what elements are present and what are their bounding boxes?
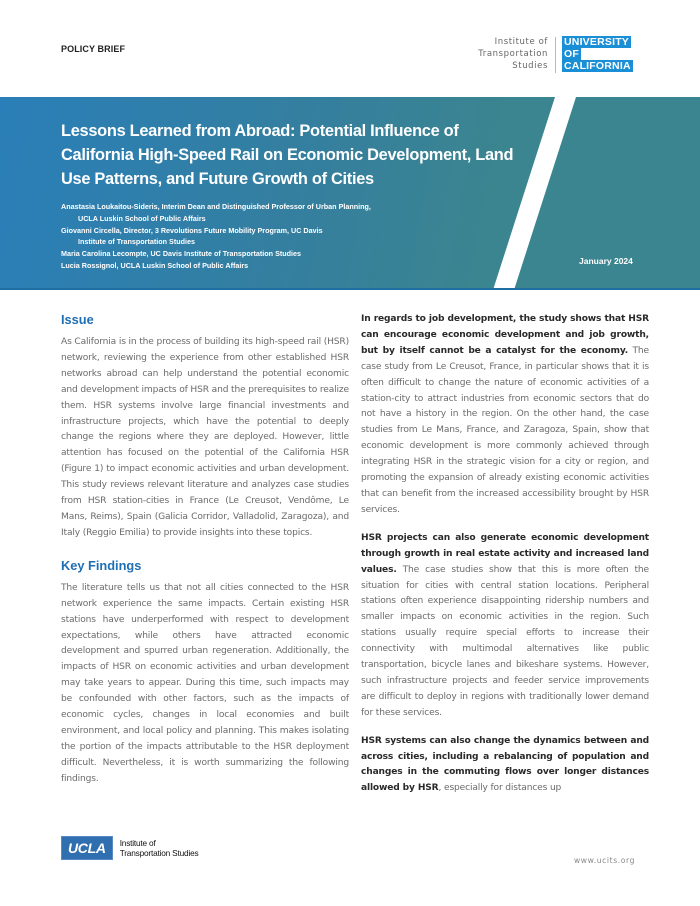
finding-body: The case study from Le Creusot, France, in particular shows that it is often difficult to change the nature of economic activities of a station-city to attract industries from economic sectors that do not have a history in the region. On the other hand, the case studies from Le Mans, France, and Zaragoza, Spain, show that economic development is more commonly achieved through integrating HSR in the strategic vision for a city or region, and promoting the expansion of already existing economic activities that can benefit from the increased accessibility brought by HSR services.: [361, 345, 649, 515]
university-of-california-logo: [562, 36, 633, 72]
its-logo-line: Transportation: [478, 49, 548, 59]
finding-paragraph: [361, 312, 649, 519]
author-entry: [61, 225, 461, 249]
left-column: [61, 312, 349, 788]
key-findings-heading: Key Findings: [61, 557, 142, 573]
hero-banner: [0, 97, 700, 290]
finding-body: The case studies show that this is more often the situation for cities with central station locations. Peripheral stations often experience disappointing ridership numbers and smaller impacts on economic activities in the region. Such stations usually require special efforts to increase their connectivity with multimodal alternatives like public transportation, bicycle lanes and bikeshare systems. However, such infrastructure projects and feeder service improvements are difficult to deploy in regions with traditionally lower demand for these services.: [361, 564, 649, 718]
uc-logo-line: UNIVERSITY: [564, 36, 630, 48]
finding-paragraph: [361, 734, 649, 798]
ucla-its-line: Institute of: [119, 838, 156, 848]
logo-divider: [555, 37, 556, 73]
author-name-line: Giovanni Circella, Director, 3 Revolutions Future Mobility Program, UC Davis: [61, 225, 323, 235]
uc-logo-line: OF: [564, 48, 579, 60]
ucla-its-line: Transportation Studies: [119, 848, 199, 858]
issue-heading: Issue: [61, 312, 94, 327]
finding-body: , especially for distances up: [438, 783, 562, 794]
publication-date: January 2024: [579, 256, 633, 266]
document-type-label: POLICY BRIEF: [61, 44, 126, 54]
its-logo-text: [460, 36, 548, 72]
right-column: [361, 312, 649, 797]
its-logo-line: Institute of: [494, 37, 548, 47]
finding-lead: HSR projects can also generate economic development through growth in real estate activity and increased land values.: [361, 532, 649, 575]
authors-list: [61, 201, 461, 272]
author-name-line: Maria Carolina Lecompte, UC Davis Institute of Transportation Studies: [61, 249, 302, 259]
author-affiliation-line: Institute of Transportation Studies: [78, 237, 195, 247]
ucla-wordmark: UCLA: [61, 836, 113, 860]
author-entry: [61, 201, 461, 225]
author-entry: [61, 248, 461, 260]
author-name-line: Anastasia Loukaitou-Sideris, Interim Dean and Distinguished Professor of Urban Planning,: [61, 202, 371, 211]
author-name-line: Lucia Rossignol, UCLA Luskin School of Public Affairs: [61, 260, 249, 270]
ucla-its-logo: [61, 836, 198, 860]
its-logo-line: Studies: [512, 61, 548, 71]
finding-paragraph: [361, 531, 649, 722]
key-findings-paragraph: The literature tells us that not all cities connected to the HSR network experience the same impacts. Certain existing HSR stations have underperformed with respect to development expectations, while others have attracted economic development and spurred urban regeneration. Additionally, the impacts of HSR on economic activities and urban development may take years to appear. During this time, such impacts may be confounded with other factors, such as the impacts of economic cycles, changes in local economies and built environment, and local policy and planning. This makes isolating the portion of the impacts attributable to the HSR deployment difficult. Nevertheless, it is worth summarizing the following findings.: [61, 582, 349, 784]
author-affiliation-line: UCLA Luskin School of Public Affairs: [78, 213, 206, 223]
uc-logo-line: CALIFORNIA: [564, 60, 631, 72]
ucla-its-text: [120, 838, 199, 858]
website-link[interactable]: www.ucits.org: [574, 856, 636, 865]
hero-bottom-border: [0, 288, 700, 290]
finding-lead: In regards to job development, the study shows that HSR can encourage economic development and job growth, but by itself cannot be a catalyst for the economy.: [361, 314, 649, 356]
page-title: Lessons Learned from Abroad: Potential Influence of California High-Speed Rail on Economic Development, Land Use Patterns, and Future Growth of Cities: [61, 122, 514, 188]
author-entry: [61, 260, 461, 272]
finding-lead: HSR systems can also change the dynamics between and across cities, including a rebalancing of population and changes in the commuting flows over longer distances allowed by HSR: [361, 735, 649, 794]
issue-paragraph: As California is in the process of building its high-speed rail (HSR) network, reviewing the experience from other established HSR networks abroad can help understand the potential economic and development impacts of HSR and the prerequisites to realize them. HSR systems involve large financial investments and infrastructure projects, which have the potential to deeply change the regions where they are deployed. However, little attention has focused on the potential of the California HSR (Figure 1) to impact economic activities and urban development. This study reviews relevant literature and analyzes case studies from HSR station-cities in France (Le Creusot, Vendôme, Le Mans, Reims), Spain (Galicia Corridor, Valladolid, Zaragoza), and Italy (Reggio Emilia) to provide insights into these topics.: [61, 337, 349, 538]
